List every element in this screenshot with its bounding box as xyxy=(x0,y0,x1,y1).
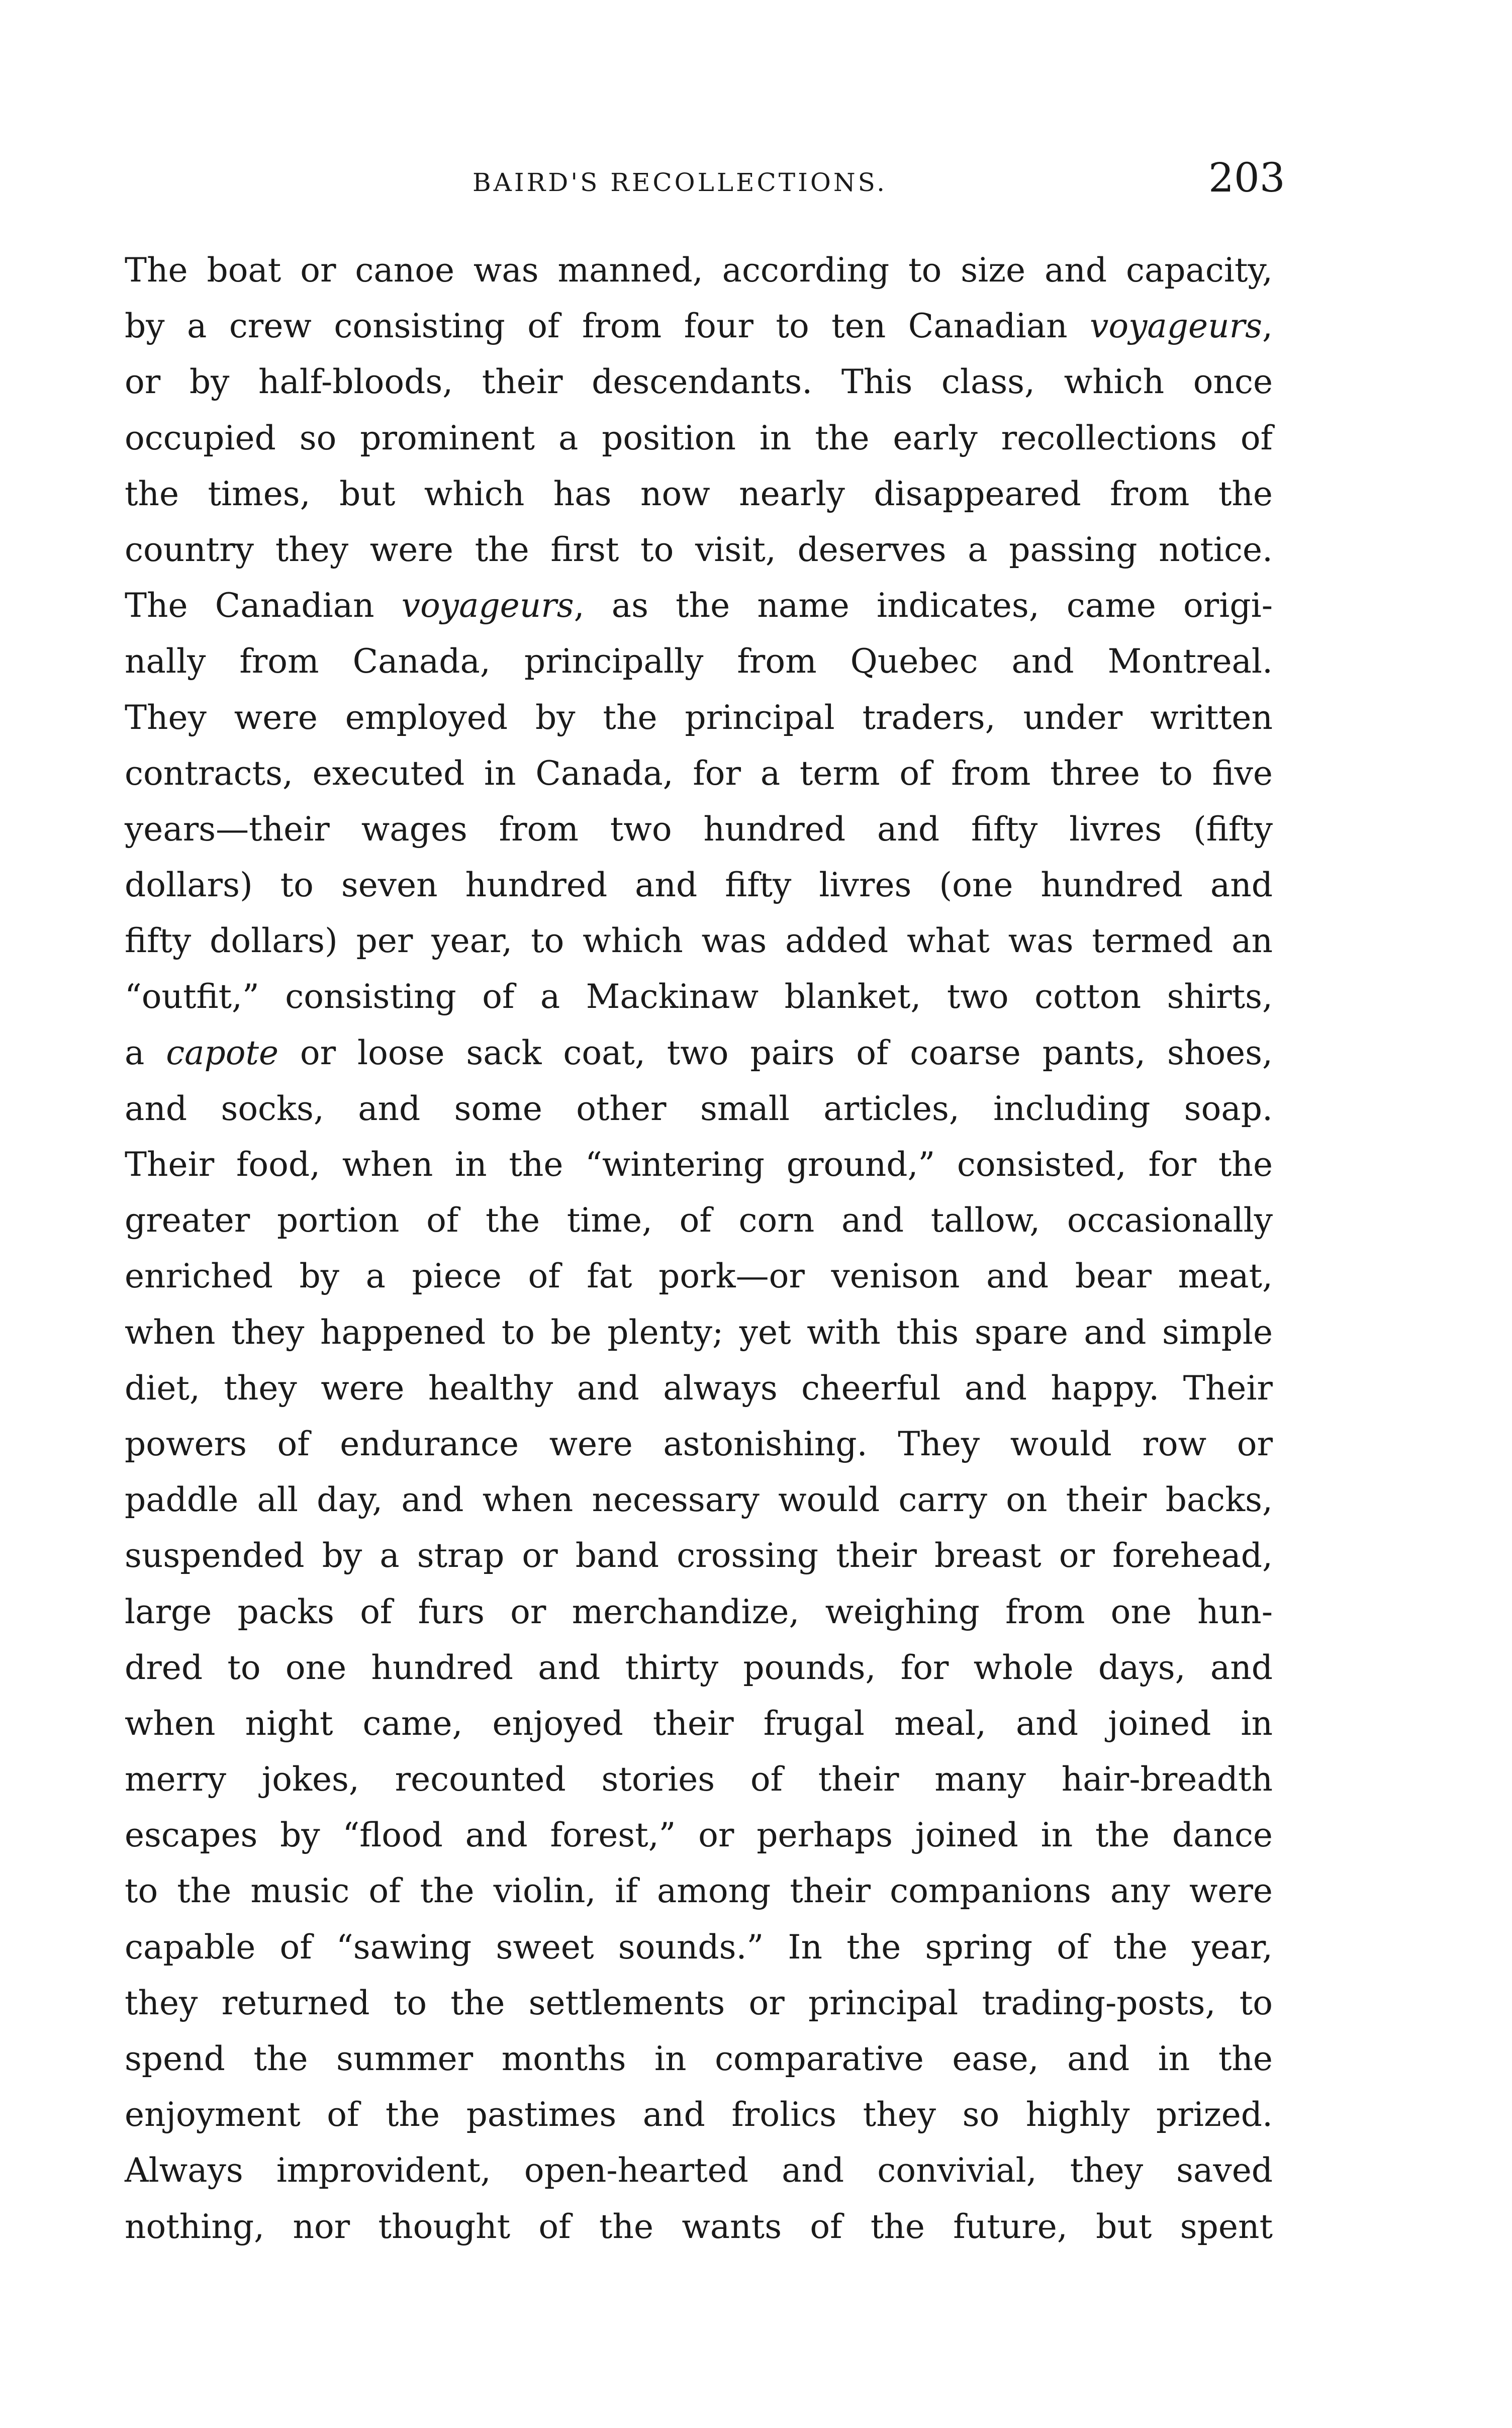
text-run: they returned to the settlements or principal trading-posts, to xyxy=(125,1983,1273,2022)
text-line xyxy=(125,857,1273,913)
text-line xyxy=(125,242,1273,298)
text-run: “outfit,” consisting of a Mackinaw blanket, two cotton shirts, xyxy=(125,977,1273,1016)
text-line xyxy=(125,969,1273,1024)
text-run: contracts, executed in Canada, for a term of from three to five xyxy=(125,754,1273,793)
text-line xyxy=(125,1304,1273,1360)
text-run: to the music of the violin, if among their companions any were xyxy=(125,1872,1273,1911)
text-line xyxy=(125,2087,1273,2142)
text-run: by a crew consisting of from four to ten Canadian xyxy=(125,307,1090,346)
text-line xyxy=(125,690,1273,745)
text-run: country they were the first to visit, deserves a passing notice. xyxy=(125,530,1273,569)
text-run: enjoyment of the pastimes and frolics they so highly prized. xyxy=(125,2095,1273,2134)
text-run: The Canadian xyxy=(125,586,402,625)
text-run: , as the name indicates, came origi- xyxy=(574,586,1273,625)
text-line xyxy=(125,1807,1273,1863)
text-line xyxy=(125,2142,1273,2198)
text-line xyxy=(125,466,1273,522)
text-line xyxy=(125,1472,1273,1528)
text-line xyxy=(125,578,1273,633)
text-run: capable of “sawing sweet sounds.” In the spring of the year, xyxy=(125,1927,1273,1967)
text-run: or loose sack coat, two pairs of coarse pants, shoes, xyxy=(278,1033,1273,1072)
text-run: a xyxy=(125,1033,166,1072)
text-run: spend the summer months in comparative ease, and in the xyxy=(125,2039,1273,2078)
text-run: Always improvident, open-hearted and convivial, they saved xyxy=(125,2151,1273,2190)
text-line xyxy=(125,1528,1273,1583)
text-run: Their food, when in the “wintering ground,” consisted, for the xyxy=(125,1145,1273,1184)
text-run: when they happened to be plenty; yet with this spare and simple xyxy=(125,1313,1273,1352)
italic-text: capote xyxy=(166,1033,279,1072)
text-line xyxy=(125,633,1273,689)
text-line xyxy=(125,1919,1273,1975)
text-line xyxy=(125,1416,1273,1472)
text-line xyxy=(125,1248,1273,1304)
text-run: powers of endurance were astonishing. They would row or xyxy=(125,1424,1273,1463)
text-run: the times, but which has now nearly disappeared from the xyxy=(125,474,1273,513)
text-run: escapes by “flood and forest,” or perhaps joined in the dance xyxy=(125,1816,1273,1855)
text-run: large packs of furs or merchandize, weighing from one hun- xyxy=(125,1592,1273,1631)
text-run: merry jokes, recounted stories of their many hair-breadth xyxy=(125,1760,1273,1799)
text-run: , xyxy=(1262,307,1273,346)
text-line xyxy=(125,1696,1273,1751)
text-run: years—their wages from two hundred and fifty livres (fifty xyxy=(125,809,1273,849)
text-line xyxy=(125,2031,1273,2087)
text-line xyxy=(125,1584,1273,1640)
text-line xyxy=(125,1360,1273,1416)
text-run: fifty dollars) per year, to which was added what was termed an xyxy=(125,921,1273,961)
text-run: The boat or canoe was manned, according to size and capacity, xyxy=(125,251,1273,290)
text-run: nothing, nor thought of the wants of the future, but spent xyxy=(125,2207,1273,2246)
text-line xyxy=(125,1640,1273,1696)
text-line xyxy=(125,2199,1273,2255)
text-line xyxy=(125,801,1273,857)
text-run: They were employed by the principal traders, under written xyxy=(125,698,1273,737)
text-run: paddle all day, and when necessary would carry on their backs, xyxy=(125,1480,1273,1520)
italic-text: voyageurs xyxy=(1090,307,1263,346)
text-line xyxy=(125,1081,1273,1137)
text-run: and socks, and some other small articles, including soap. xyxy=(125,1089,1273,1128)
text-run: greater portion of the time, of corn and tallow, occasionally xyxy=(125,1201,1273,1240)
text-line xyxy=(125,410,1273,466)
text-run: occupied so prominent a position in the early recollections of xyxy=(125,418,1273,457)
text-run: enriched by a piece of fat pork—or venison and bear meat, xyxy=(125,1257,1273,1296)
text-line xyxy=(125,1751,1273,1807)
text-run: suspended by a strap or band crossing their breast or forehead, xyxy=(125,1536,1273,1575)
text-run: diet, they were healthy and always cheerful and happy. Their xyxy=(125,1368,1273,1408)
running-head xyxy=(0,154,1512,205)
text-line xyxy=(125,298,1273,354)
text-run: or by half-bloods, their descendants. This class, which once xyxy=(125,362,1273,402)
text-line xyxy=(125,745,1273,801)
running-title: BAIRD'S RECOLLECTIONS. xyxy=(472,168,887,197)
text-line xyxy=(125,522,1273,578)
text-run: dred to one hundred and thirty pounds, for whole days, and xyxy=(125,1648,1273,1687)
text-run: when night came, enjoyed their frugal meal, and joined in xyxy=(125,1704,1273,1743)
text-line xyxy=(125,1192,1273,1248)
text-line xyxy=(125,1863,1273,1919)
body-text xyxy=(125,242,1273,2255)
text-run: nally from Canada, principally from Quebec and Montreal. xyxy=(125,642,1273,681)
text-line xyxy=(125,1975,1273,2031)
text-line xyxy=(125,913,1273,969)
text-line xyxy=(125,354,1273,410)
text-line xyxy=(125,1137,1273,1192)
italic-text: voyageurs xyxy=(401,586,574,625)
page-number: 203 xyxy=(1208,154,1285,201)
text-run: dollars) to seven hundred and fifty livres (one hundred and xyxy=(125,866,1273,905)
text-line xyxy=(125,1025,1273,1081)
